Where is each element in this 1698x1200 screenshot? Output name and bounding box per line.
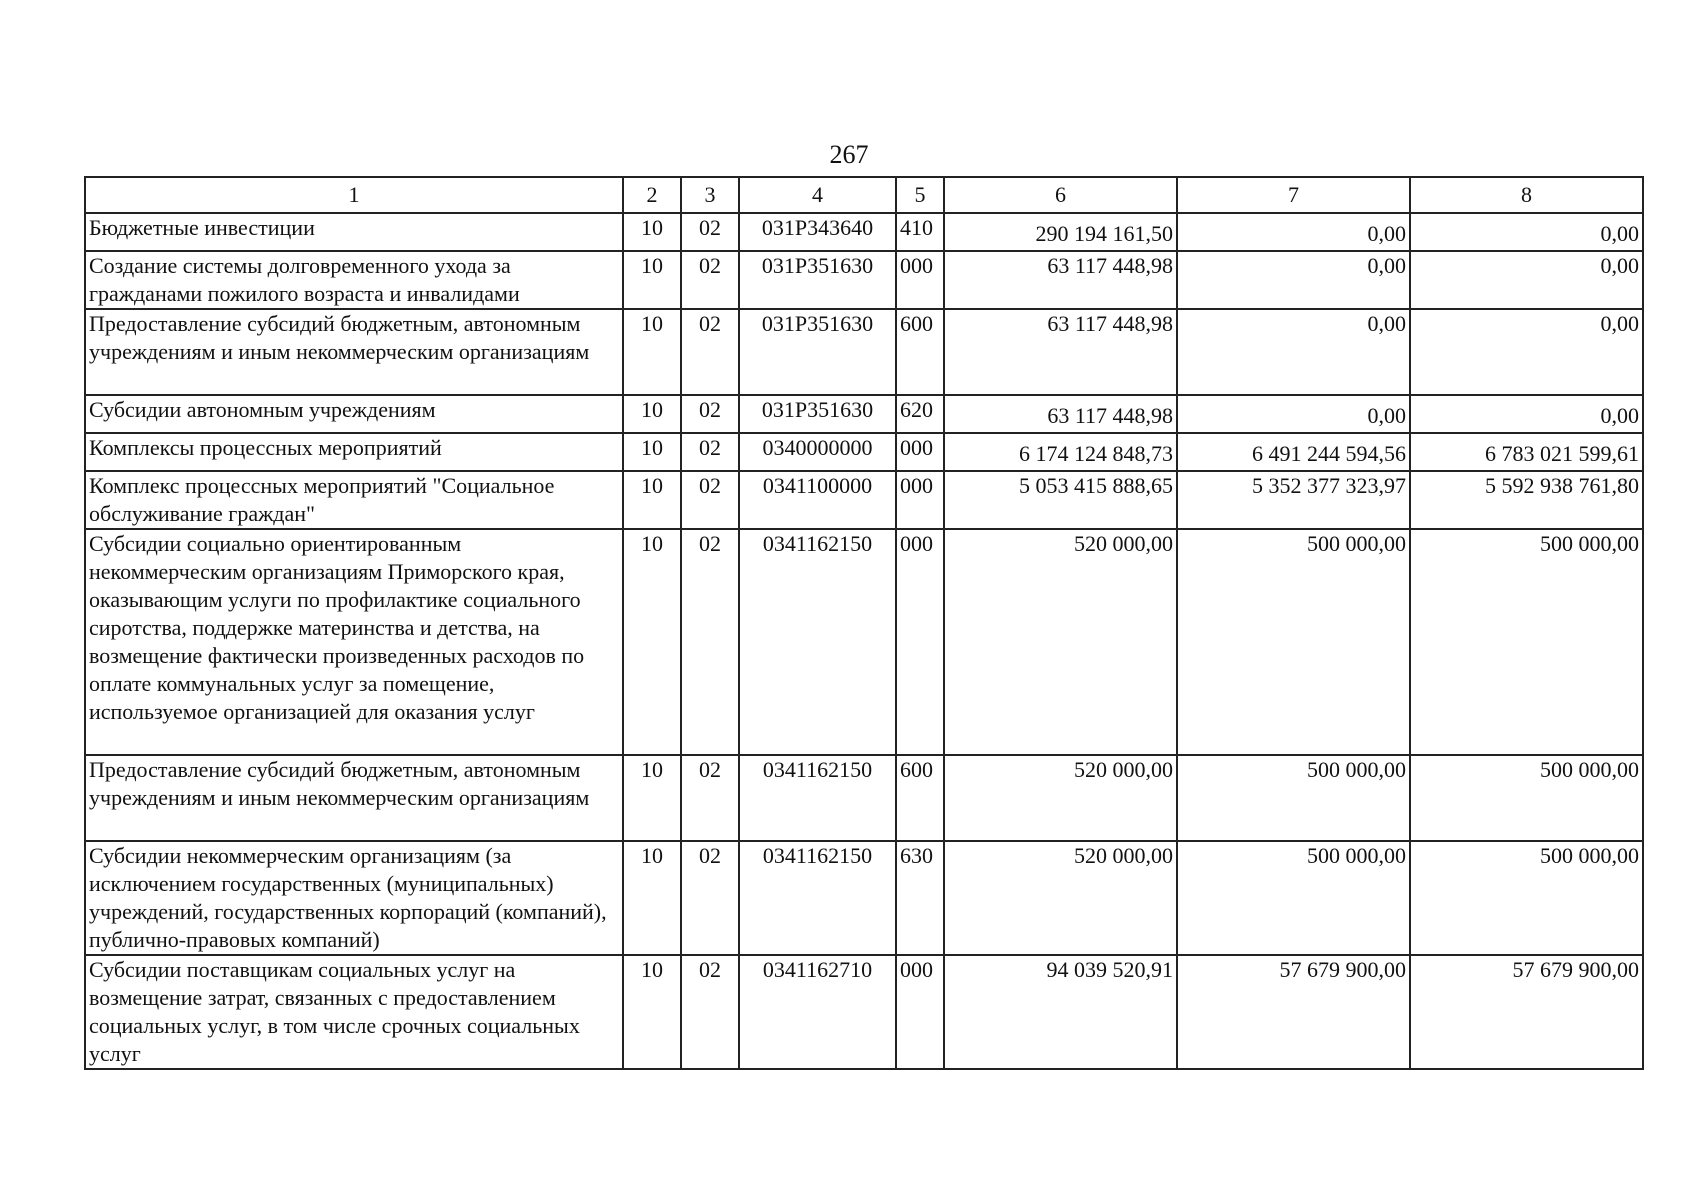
amount-col-6: 63 117 448,98 — [944, 395, 1177, 433]
row-name: Комплексы процессных мероприятий — [85, 433, 623, 471]
expense-type-code: 000 — [896, 471, 944, 529]
amount-col-8: 0,00 — [1410, 395, 1643, 433]
header-row — [85, 177, 1643, 213]
section-code: 10 — [623, 213, 681, 251]
subsection-code: 02 — [681, 755, 739, 841]
column-header: 2 — [623, 177, 681, 213]
amount-col-6: 94 039 520,91 — [944, 955, 1177, 1069]
section-code: 10 — [623, 529, 681, 755]
expense-type-code: 600 — [896, 755, 944, 841]
row-name: Субсидии некоммерческим организациям (за исключением государственных (муниципальных) учреждений, государственных корпораций (компаний), публично-правовых компаний) — [85, 841, 623, 955]
amount-col-6: 520 000,00 — [944, 755, 1177, 841]
amount-col-8: 5 592 938 761,80 — [1410, 471, 1643, 529]
amount-col-8: 0,00 — [1410, 213, 1643, 251]
table-row — [85, 471, 1643, 529]
row-name: Субсидии социально ориентированным некоммерческим организациям Приморского края, оказывающим услуги по профилактике социального сиротства, поддержке материнства и детства, на возмещение фактически произведенных расходов по оплате коммунальных услуг за помещение, используемое организацией для оказания услуг — [85, 529, 623, 755]
subsection-code: 02 — [681, 529, 739, 755]
amount-col-7: 0,00 — [1177, 309, 1410, 395]
subsection-code: 02 — [681, 213, 739, 251]
expense-type-code: 600 — [896, 309, 944, 395]
section-code: 10 — [623, 309, 681, 395]
section-code: 10 — [623, 251, 681, 309]
amount-col-6: 520 000,00 — [944, 529, 1177, 755]
subsection-code: 02 — [681, 433, 739, 471]
expense-type-code: 000 — [896, 251, 944, 309]
section-code: 10 — [623, 755, 681, 841]
amount-col-6: 520 000,00 — [944, 841, 1177, 955]
table-row — [85, 395, 1643, 433]
column-header: 3 — [681, 177, 739, 213]
table-row — [85, 755, 1643, 841]
amount-col-8: 500 000,00 — [1410, 529, 1643, 755]
amount-col-8: 0,00 — [1410, 309, 1643, 395]
expense-type-code: 000 — [896, 433, 944, 471]
amount-col-8: 0,00 — [1410, 251, 1643, 309]
column-header: 7 — [1177, 177, 1410, 213]
budget-table — [84, 176, 1644, 1070]
column-header: 4 — [739, 177, 896, 213]
subsection-code: 02 — [681, 841, 739, 955]
section-code: 10 — [623, 395, 681, 433]
table-row — [85, 213, 1643, 251]
subsection-code: 02 — [681, 955, 739, 1069]
target-article-code: 031Р351630 — [739, 309, 896, 395]
amount-col-8: 500 000,00 — [1410, 755, 1643, 841]
amount-col-6: 6 174 124 848,73 — [944, 433, 1177, 471]
target-article-code: 0341162150 — [739, 529, 896, 755]
row-name: Предоставление субсидий бюджетным, автономным учреждениям и иным некоммерческим организациям — [85, 309, 623, 395]
amount-col-6: 5 053 415 888,65 — [944, 471, 1177, 529]
section-code: 10 — [623, 955, 681, 1069]
amount-col-6: 63 117 448,98 — [944, 309, 1177, 395]
expense-type-code: 000 — [896, 955, 944, 1069]
amount-col-7: 57 679 900,00 — [1177, 955, 1410, 1069]
expense-type-code: 620 — [896, 395, 944, 433]
subsection-code: 02 — [681, 471, 739, 529]
amount-col-8: 57 679 900,00 — [1410, 955, 1643, 1069]
table-row — [85, 841, 1643, 955]
target-article-code: 0341162150 — [739, 755, 896, 841]
amount-col-7: 0,00 — [1177, 395, 1410, 433]
row-name: Создание системы долговременного ухода за гражданами пожилого возраста и инвалидами — [85, 251, 623, 309]
amount-col-7: 500 000,00 — [1177, 755, 1410, 841]
expense-type-code: 630 — [896, 841, 944, 955]
expense-type-code: 410 — [896, 213, 944, 251]
subsection-code: 02 — [681, 395, 739, 433]
target-article-code: 031Р343640 — [739, 213, 896, 251]
amount-col-7: 500 000,00 — [1177, 841, 1410, 955]
amount-col-7: 500 000,00 — [1177, 529, 1410, 755]
row-name: Предоставление субсидий бюджетным, автономным учреждениям и иным некоммерческим организациям — [85, 755, 623, 841]
target-article-code: 0341162710 — [739, 955, 896, 1069]
amount-col-8: 6 783 021 599,61 — [1410, 433, 1643, 471]
row-name: Бюджетные инвестиции — [85, 213, 623, 251]
expense-type-code: 000 — [896, 529, 944, 755]
amount-col-6: 290 194 161,50 — [944, 213, 1177, 251]
table-row — [85, 251, 1643, 309]
row-name: Субсидии автономным учреждениям — [85, 395, 623, 433]
column-header: 6 — [944, 177, 1177, 213]
table-row — [85, 433, 1643, 471]
subsection-code: 02 — [681, 309, 739, 395]
row-name: Комплекс процессных мероприятий "Социальное обслуживание граждан" — [85, 471, 623, 529]
section-code: 10 — [623, 471, 681, 529]
target-article-code: 0341100000 — [739, 471, 896, 529]
target-article-code: 0340000000 — [739, 433, 896, 471]
target-article-code: 031Р351630 — [739, 251, 896, 309]
table-row — [85, 309, 1643, 395]
amount-col-6: 63 117 448,98 — [944, 251, 1177, 309]
amount-col-7: 0,00 — [1177, 251, 1410, 309]
target-article-code: 0341162150 — [739, 841, 896, 955]
amount-col-7: 0,00 — [1177, 213, 1410, 251]
row-name: Субсидии поставщикам социальных услуг на возмещение затрат, связанных с предоставлением социальных услуг, в том числе срочных социальных услуг — [85, 955, 623, 1069]
subsection-code: 02 — [681, 251, 739, 309]
amount-col-7: 6 491 244 594,56 — [1177, 433, 1410, 471]
table-row — [85, 529, 1643, 755]
column-header: 1 — [85, 177, 623, 213]
table-row — [85, 955, 1643, 1069]
section-code: 10 — [623, 433, 681, 471]
amount-col-8: 500 000,00 — [1410, 841, 1643, 955]
amount-col-7: 5 352 377 323,97 — [1177, 471, 1410, 529]
section-code: 10 — [623, 841, 681, 955]
column-header: 8 — [1410, 177, 1643, 213]
page-number: 267 — [829, 140, 869, 169]
column-header: 5 — [896, 177, 944, 213]
target-article-code: 031Р351630 — [739, 395, 896, 433]
